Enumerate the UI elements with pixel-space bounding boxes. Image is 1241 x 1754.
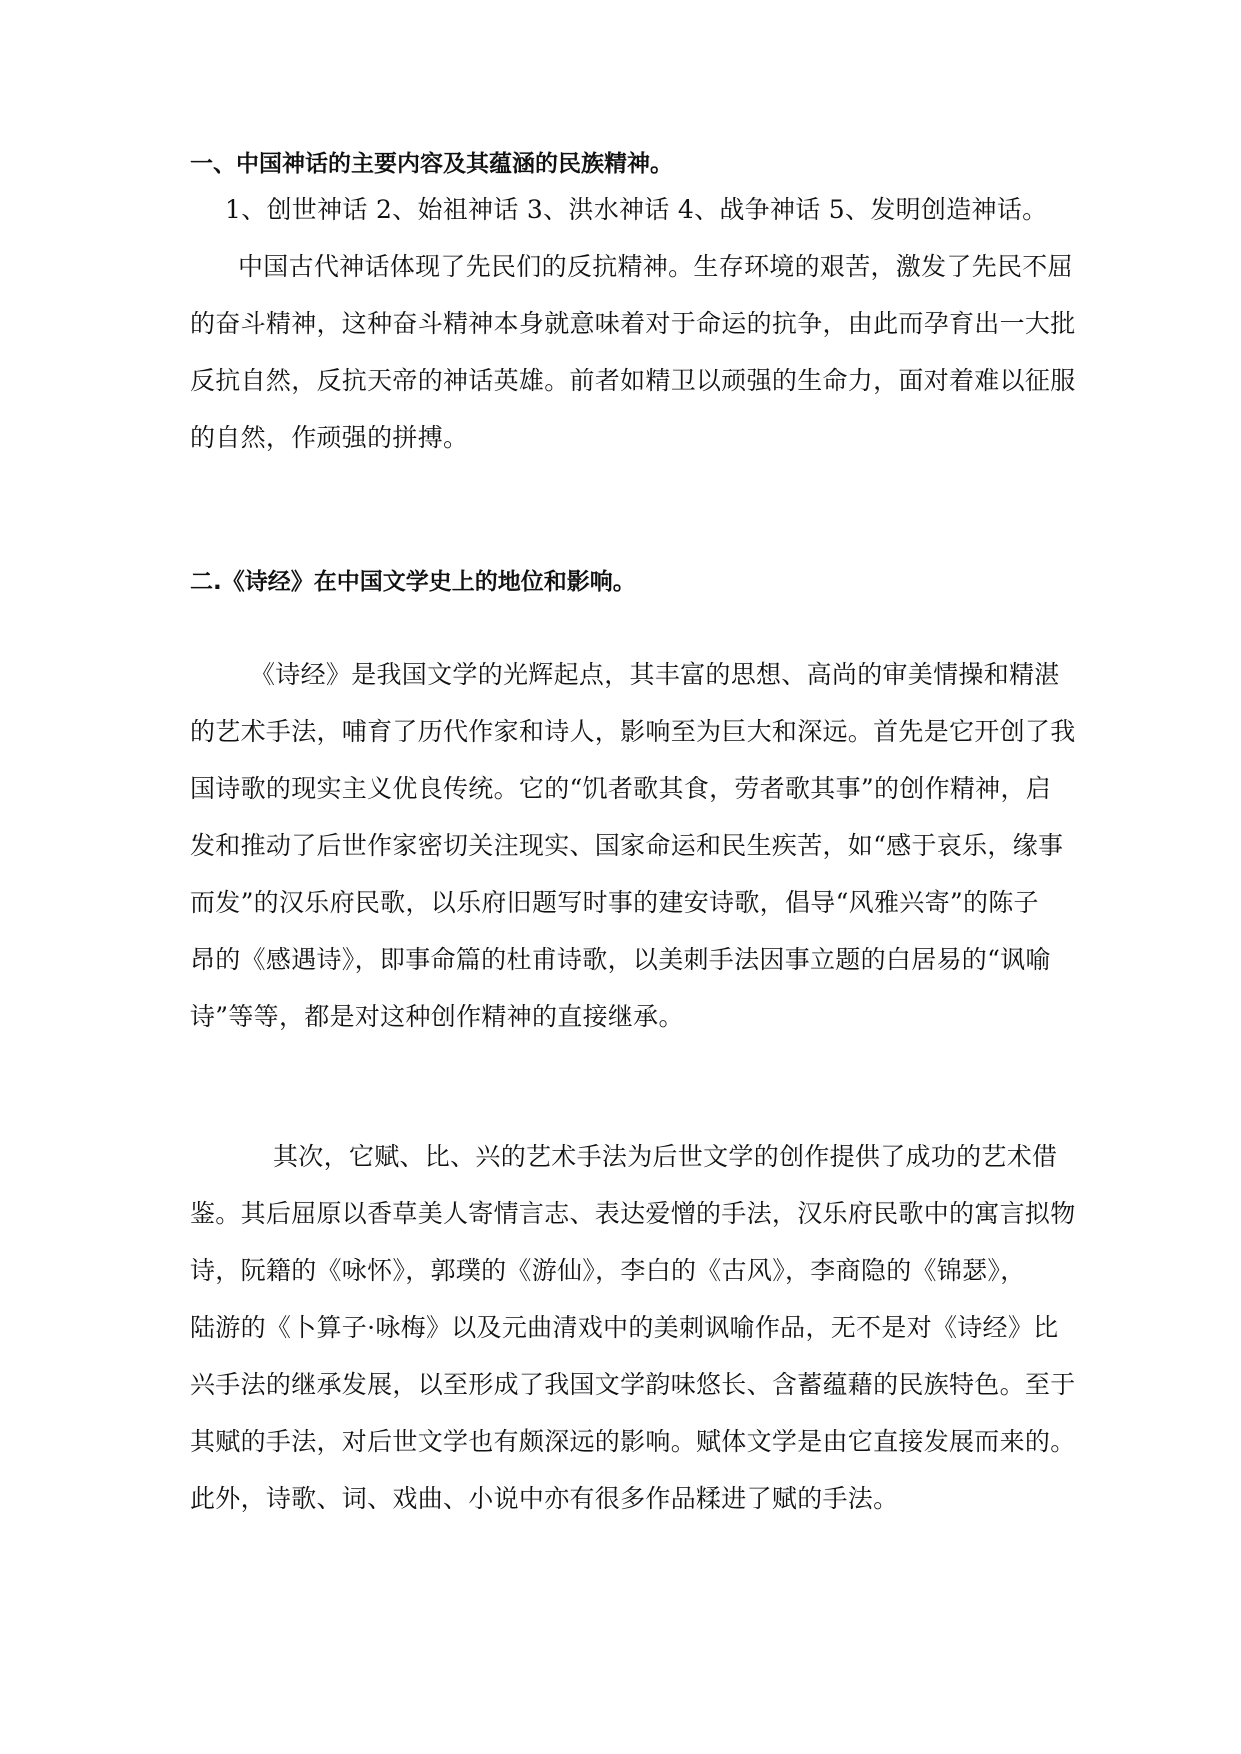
section-heading-1: 一、中国神话的主要内容及其蕴涵的民族精神。	[190, 151, 673, 177]
paragraph-line: 此外，诗歌、词、戏曲、小说中亦有很多作品糅进了赋的手法。	[190, 1484, 899, 1513]
paragraph-line: 兴手法的继承发展，以至形成了我国文学韵味悠长、含蓄蕴藉的民族特色。至于	[190, 1370, 1076, 1399]
paragraph-line: 的奋斗精神，这种奋斗精神本身就意味着对于命运的抗争，由此而孕育出一大批	[190, 309, 1076, 338]
paragraph-line: 《诗经》是我国文学的光辉起点，其丰富的思想、高尚的审美情操和精湛	[250, 660, 1060, 689]
paragraph-line: 中国古代神话体现了先民们的反抗精神。生存环境的艰苦，激发了先民不屈	[238, 252, 1073, 281]
paragraph-line: 诗”等等，都是对这种创作精神的直接继承。	[190, 1002, 684, 1031]
paragraph-line: 的自然，作顽强的拼搏。	[190, 423, 469, 452]
paragraph-line: 其次，它赋、比、兴的艺术手法为后世文学的创作提供了成功的艺术借	[273, 1142, 1058, 1171]
paragraph-line: 而发”的汉乐府民歌，以乐府旧题写时事的建安诗歌，倡导“风雅兴寄”的陈子	[190, 888, 1039, 917]
myth-types-list: 1、创世神话 2、始祖神话 3、洪水神话 4、战争神话 5、发明创造神话。	[225, 195, 1048, 224]
paragraph-line: 昂的《感遇诗》，即事命篇的杜甫诗歌，以美刺手法因事立题的白居易的“讽喻	[190, 945, 1051, 974]
paragraph-line: 其赋的手法，对后世文学也有颇深远的影响。赋体文学是由它直接发展而来的。	[190, 1427, 1076, 1456]
paragraph-line: 诗，阮籍的《咏怀》，郭璞的《游仙》，李白的《古风》，李商隐的《锦瑟》，	[190, 1256, 1026, 1285]
section-heading-2: 二.《诗经》在中国文学史上的地位和影响。	[190, 569, 636, 595]
paragraph-line: 反抗自然，反抗天帝的神话英雄。前者如精卫以顽强的生命力，面对着难以征服	[190, 366, 1076, 395]
paragraph-line: 发和推动了后世作家密切关注现实、国家命运和民生疾苦，如“感于哀乐，缘事	[190, 831, 1064, 860]
paragraph-line: 的艺术手法，哺育了历代作家和诗人，影响至为巨大和深远。首先是它开创了我	[190, 717, 1076, 746]
paragraph-line: 陆游的《卜算子·咏梅》以及元曲清戏中的美刺讽喻作品，无不是对《诗经》比	[190, 1313, 1059, 1342]
paragraph-line: 国诗歌的现实主义优良传统。它的“饥者歌其食，劳者歌其事”的创作精神，启	[190, 774, 1052, 803]
paragraph-line: 鉴。其后屈原以香草美人寄情言志、表达爱憎的手法，汉乐府民歌中的寓言拟物	[190, 1199, 1076, 1228]
